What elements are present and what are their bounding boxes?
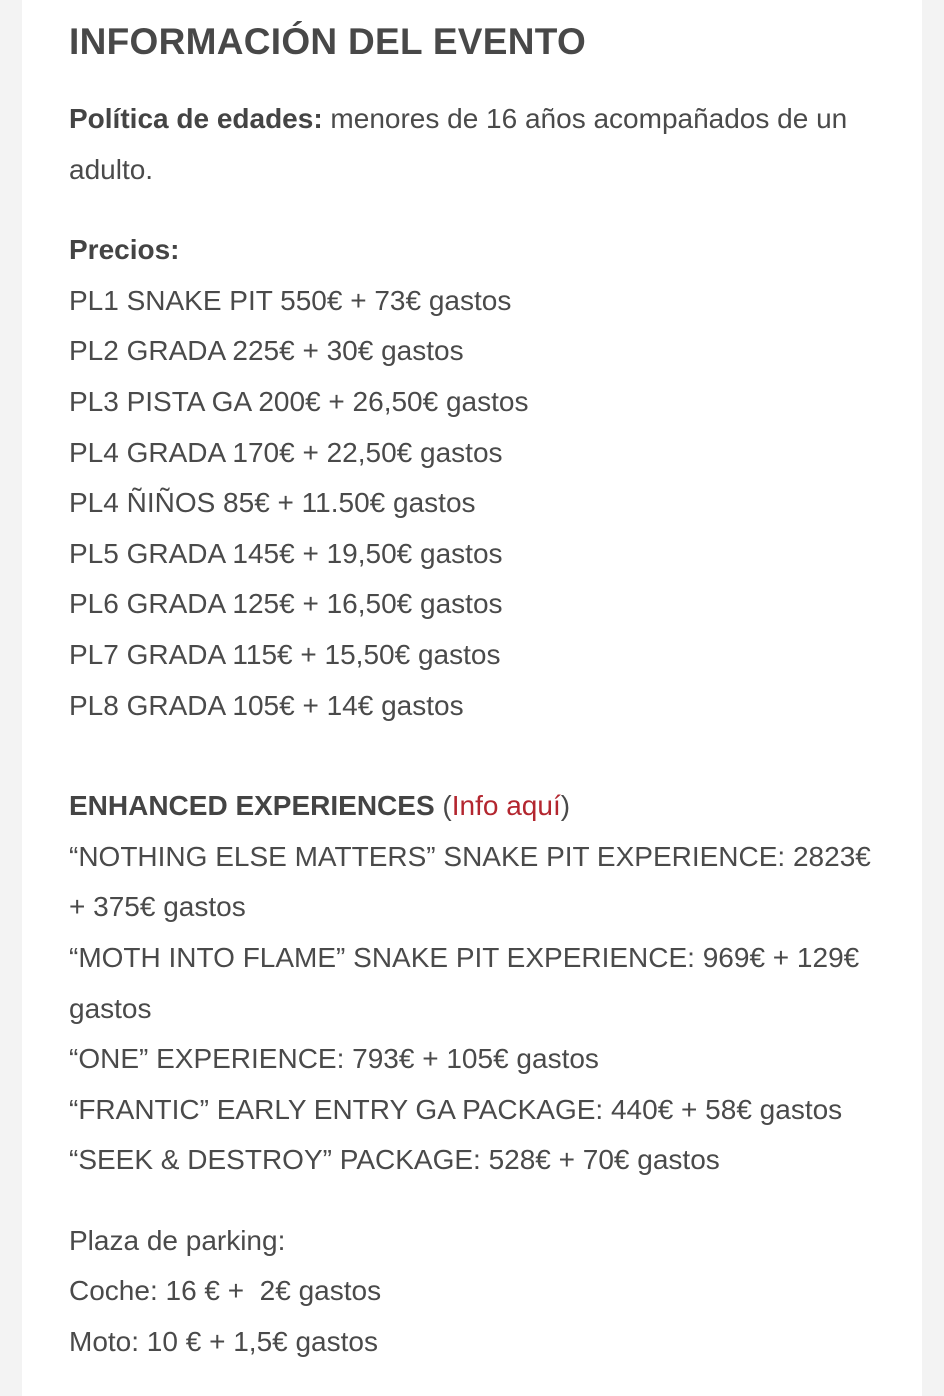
parking-block (69, 1216, 922, 1368)
enhanced-heading-line (69, 781, 879, 832)
age-policy (69, 94, 859, 195)
open-paren: ( (434, 790, 452, 822)
parking-heading: Plaza de parking: (69, 1224, 286, 1256)
close-paren: ) (560, 790, 571, 822)
price-item: PL8 GRADA 105€ + 14€ gastos (69, 689, 464, 721)
info-link[interactable]: Info aquí (451, 790, 561, 822)
experience-item: “ONE” EXPERIENCE: 793€ + 105€ gastos (69, 1043, 599, 1075)
experience-item: “SEEK & DESTROY” PACKAGE: 528€ + 70€ gastos (69, 1144, 720, 1176)
price-item: PL4 ÑIÑOS 85€ + 11.50€ gastos (69, 487, 476, 519)
experience-item: “MOTH INTO FLAME” SNAKE PIT EXPERIENCE: 969€ + 129€ gastos (69, 941, 860, 1024)
price-item: PL7 GRADA 115€ + 15,50€ gastos (69, 638, 501, 670)
price-item: PL3 PISTA GA 200€ + 26,50€ gastos (69, 385, 529, 417)
prices-block (69, 225, 922, 731)
section-title: INFORMACIÓN DEL EVENTO (69, 21, 587, 62)
price-item: PL1 SNAKE PIT 550€ + 73€ gastos (69, 284, 512, 316)
enhanced-heading: ENHANCED EXPERIENCES (69, 790, 435, 822)
age-policy-text: menores de 16 años acompañados de un adulto. (69, 103, 848, 185)
price-item: PL6 GRADA 125€ + 16,50€ gastos (69, 588, 503, 620)
event-info-card (22, 0, 922, 1396)
age-policy-label: Política de edades: (69, 103, 323, 134)
prices-heading: Precios: (69, 234, 180, 266)
parking-item: Moto: 10 € + 1,5€ gastos (69, 1326, 378, 1358)
parking-item: Coche: 16 € + 2€ gastos (69, 1275, 382, 1307)
price-item: PL5 GRADA 145€ + 19,50€ gastos (69, 537, 503, 569)
enhanced-block (69, 781, 879, 1186)
experience-item: “NOTHING ELSE MATTERS” SNAKE PIT EXPERIENCE: 2823€ + 375€ gastos (69, 840, 871, 923)
price-item: PL2 GRADA 225€ + 30€ gastos (69, 335, 464, 367)
experience-item: “FRANTIC” EARLY ENTRY GA PACKAGE: 440€ + 58€ gastos (69, 1093, 843, 1125)
price-item: PL4 GRADA 170€ + 22,50€ gastos (69, 436, 503, 468)
